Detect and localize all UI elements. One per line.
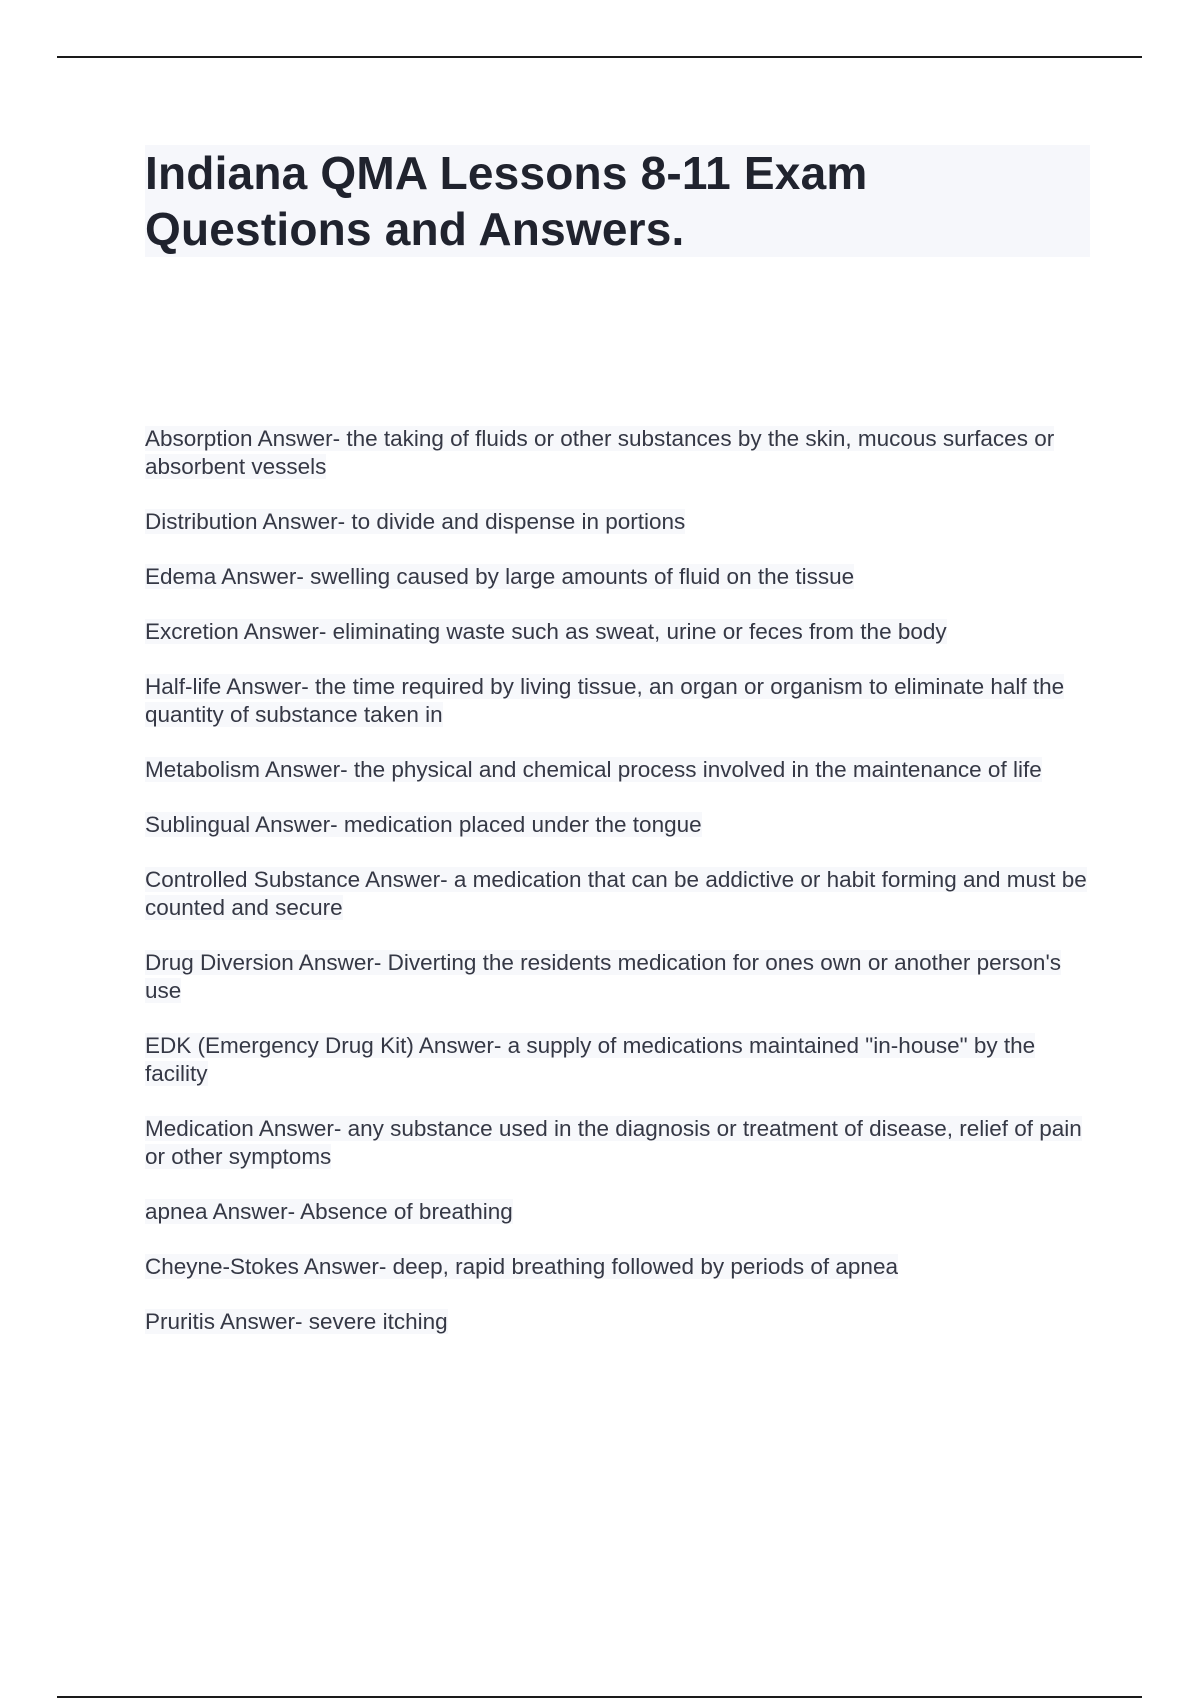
qa-text: Half-life Answer- the time required by living tissue, an organ or organism to eliminate half the quantity of substance taken in — [145, 674, 1065, 727]
title-block — [145, 145, 1090, 257]
qa-text: Cheyne-Stokes Answer- deep, rapid breathing followed by periods of apnea — [145, 1254, 898, 1279]
qa-item — [145, 1032, 1090, 1088]
qa-list — [145, 425, 1090, 1363]
qa-text: Excretion Answer- eliminating waste such as sweat, urine or feces from the body — [145, 619, 947, 644]
qa-text: Distribution Answer- to divide and dispense in portions — [145, 509, 686, 534]
qa-item — [145, 1253, 1090, 1281]
qa-item — [145, 866, 1090, 922]
qa-item — [145, 563, 1090, 591]
qa-item — [145, 673, 1090, 729]
qa-item — [145, 508, 1090, 536]
page-title: Indiana QMA Lessons 8-11 Exam Questions and Answers. — [145, 147, 868, 255]
qa-text: Drug Diversion Answer- Diverting the residents medication for ones own or another person's use — [145, 950, 1061, 1003]
qa-item — [145, 618, 1090, 646]
qa-item — [145, 1198, 1090, 1226]
footer-rule — [57, 1696, 1142, 1698]
qa-item — [145, 811, 1090, 839]
qa-text: Pruritis Answer- severe itching — [145, 1309, 448, 1334]
qa-item — [145, 425, 1090, 481]
qa-item — [145, 1115, 1090, 1171]
qa-text: Edema Answer- swelling caused by large amounts of fluid on the tissue — [145, 564, 855, 589]
qa-text: Absorption Answer- the taking of fluids or other substances by the skin, mucous surfaces or absorbent vessels — [145, 426, 1055, 479]
qa-item — [145, 756, 1090, 784]
qa-item — [145, 949, 1090, 1005]
qa-item — [145, 1308, 1090, 1336]
qa-text: apnea Answer- Absence of breathing — [145, 1199, 513, 1224]
qa-text: Sublingual Answer- medication placed under the tongue — [145, 812, 702, 837]
qa-text: Controlled Substance Answer- a medication that can be addictive or habit forming and must be counted and secure — [145, 867, 1087, 920]
qa-text: Medication Answer- any substance used in the diagnosis or treatment of disease, relief of pain or other symptoms — [145, 1116, 1082, 1169]
header-rule — [57, 56, 1142, 58]
qa-text: Metabolism Answer- the physical and chemical process involved in the maintenance of life — [145, 757, 1042, 782]
qa-text: EDK (Emergency Drug Kit) Answer- a supply of medications maintained "in-house" by the facility — [145, 1033, 1036, 1086]
